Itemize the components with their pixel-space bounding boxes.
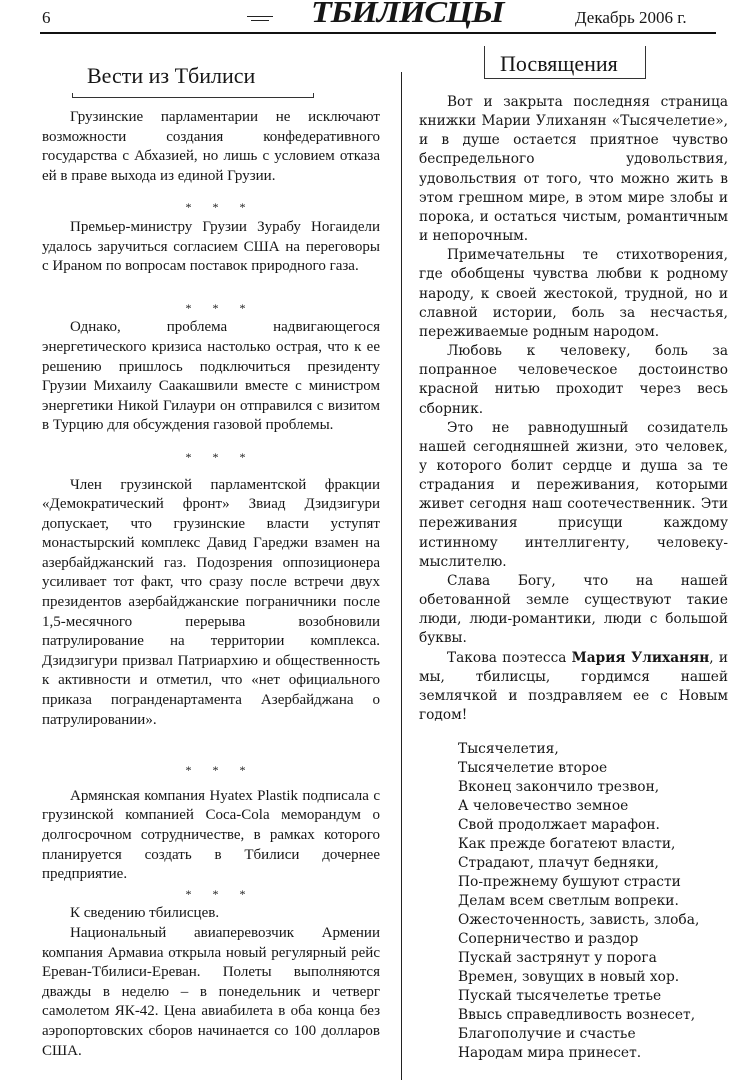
poem-line: Народам мира принесет. xyxy=(458,1045,642,1061)
column-divider xyxy=(401,72,402,1080)
article-closing xyxy=(419,649,728,726)
poem xyxy=(458,740,699,1063)
page-number: 6 xyxy=(42,8,51,27)
masthead-logo: ТБИЛИСЦЫ xyxy=(311,0,504,29)
header-rule xyxy=(40,32,716,34)
poem-line: Соперничество и раздор xyxy=(458,931,639,947)
article-paragraph: Любовь к человеку, боль за попранное человеческое достоинство красной нитью проходит через весь сборник. xyxy=(419,343,728,417)
news-item: Однако, проблема надвигающегося энергетического кризиса настолько острая, что к ее решению пришлось подключиться президенту Грузии Михаилу Саакашвили вместе с министром энергетики Никой Гилаури он отправился с визитом в Турцию для обсуждения газовой проблемы. xyxy=(42,319,380,434)
poet-name: Мария Улиханян xyxy=(571,649,710,666)
left-section-title: Вести из Тбилиси xyxy=(87,63,256,88)
poem-line: Вконец закончило трезвон, xyxy=(458,779,660,795)
poem-line: Ввысь справедливость вознесет, xyxy=(458,1007,696,1023)
poem-line: Как прежде богатеют власти, xyxy=(458,836,676,852)
poem-line: Свой продолжает марафон. xyxy=(458,817,660,833)
issue-date: Декабрь 2006 г. xyxy=(575,8,687,27)
left-title-underline xyxy=(72,93,314,98)
news-subheading: К сведению тбилисцев. xyxy=(70,905,220,922)
poem-line: Пускай тысячелетье третье xyxy=(458,988,662,1004)
news-item: Премьер-министру Грузии Зурабу Ногаидели удалось заручиться согласием США на переговоры с Ираном по вопросам поставок природного газа. xyxy=(42,218,380,275)
poem-line: Тысячелетие второе xyxy=(458,760,608,776)
separator: * * * xyxy=(185,886,255,901)
separator: * * * xyxy=(185,200,255,215)
right-column xyxy=(419,93,728,725)
article-paragraph: Вот и закрыта последняя страница книжки Марии Улиханян «Тысячелетие», и в душе остается приятное чувство беспредельного удовольствия, удовольствия от того, что можно жить в этом грешном мире, в этом мире злобы и порока, и остаться чистым, романтичным и непорочным. xyxy=(419,94,728,245)
poem-line: Пускай застрянут у порога xyxy=(458,950,657,966)
poem-line: А человечество земное xyxy=(458,798,629,814)
left-column xyxy=(42,108,380,1061)
news-item: Грузинские парламентарии не исключают возможности создания конфедеративного государства с Абхазией, но лишь с условием отказа ей в праве выхода из единой Грузии. xyxy=(42,109,380,184)
separator: * * * xyxy=(185,763,255,778)
poem-line: Ожесточенность, зависть, злоба, xyxy=(458,912,700,928)
article-paragraph: Примечательны те стихотворения, где обобщены чувства любви к родному народу, к своей жестокой, трудной, но и славной истории, боль за несчастья, переживаемые родным народом. xyxy=(419,247,728,340)
poem-line: Делам всем светлым вопреки. xyxy=(458,893,679,909)
poem-line: По-прежнему бушуют страсти xyxy=(458,874,681,890)
poem-line: Времен, зовущих в новый хор. xyxy=(458,969,680,985)
news-item: Национальный авиаперевозчик Армении компания Армавиа открыла новый регулярный рейс Ереван-Тбилиси-Ереван. Полеты выполняются дважды в неделю – в понедельник и четверг самолетом ЯК-42. Цена авиабилета в оба конца без аэропортовских сборов начинается со 100 долларов США. xyxy=(42,924,380,1059)
article-paragraph: Это не равнодушный созидатель нашей сегодняшней жизни, это человек, у которого болит сердце и душа за те страдания и переживания, которыми живет сегодня наш соотечественник. Эти переживания присущи каждому истинному интеллигенту, человеку-мыслителю. xyxy=(419,419,728,570)
article-paragraph: Слава Богу, что на нашей обетованной земле существуют такие люди, люди-романтики, люди с большой буквы. xyxy=(419,572,728,647)
news-item: Член грузинской парламентской фракции «Демократический фронт» Звиад Дзидзигури допускает, что грузинские власти уступят монастырский комплекс Давид Гареджи взамен на азербайджанский газ. Подозрения оппозиционера усиливает тот факт, что сразу после встречи двух президентов азербайджанские пограничники после 1,5-месячного перерыва возобновили патрулирование на территории комплекса. Дзидзигури призвал Патриархию и общественность к активности и отметил, что «нет официального приказа погранденартамента Азербайджана о патрулировании». xyxy=(42,476,380,728)
right-section-title: Посвящения xyxy=(500,51,618,76)
separator: * * * xyxy=(185,449,255,464)
closing-text-before: Такова поэтесса xyxy=(447,649,572,666)
news-item: Армянская компания Hyatex Plastik подписала с грузинской компанией Coca-Cola меморандум о долгосрочном сотрудничестве, в рамках которого планируется создать в Тбилиси дочернее предприятие. xyxy=(42,787,380,883)
poem-line: Страдают, плачут бедняки, xyxy=(458,855,659,871)
poem-line: Тысячелетия, xyxy=(458,741,559,757)
separator: * * * xyxy=(185,300,255,315)
header-ornament xyxy=(247,16,273,17)
closing-text-after: , и мы, тбилисцы, гордимся нашей землячкой и поздравляем ее с Новым годом! xyxy=(419,649,728,723)
poem-line: Благополучие и счастье xyxy=(458,1026,636,1042)
